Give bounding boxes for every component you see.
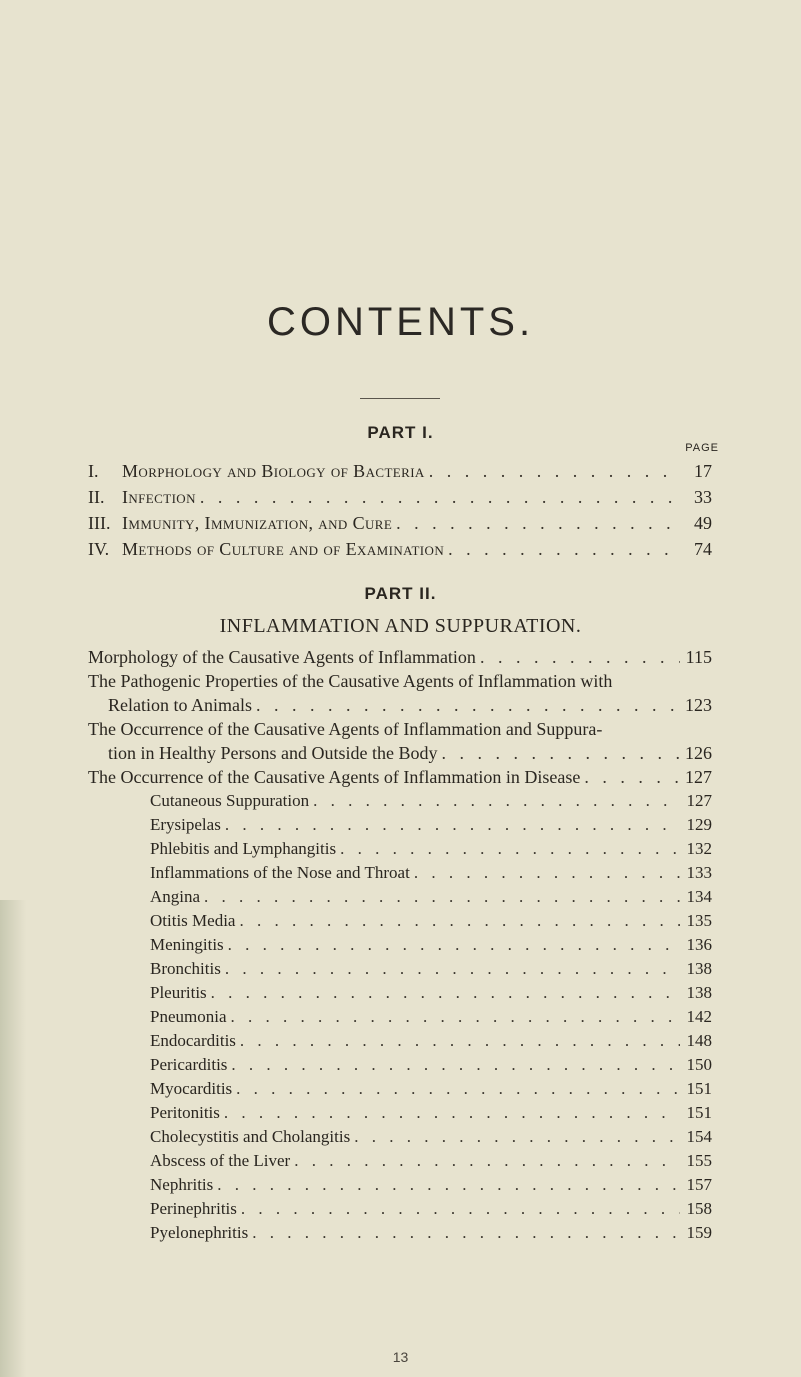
sub-entry-title: Abscess of the Liver bbox=[150, 1151, 291, 1170]
sub-entry-title: Cholecystitis and Cholangitis bbox=[150, 1127, 351, 1146]
dot-leader bbox=[480, 645, 680, 669]
page-number: 133 bbox=[686, 863, 712, 882]
sub-entry-title: Phlebitis and Lymphangitis bbox=[150, 839, 337, 858]
toc-sub-entry bbox=[88, 813, 712, 837]
page-number: 134 bbox=[686, 887, 712, 906]
dot-leader bbox=[228, 933, 680, 957]
sub-entry-title: Myocarditis bbox=[150, 1079, 233, 1098]
toc-sub-entry bbox=[88, 957, 712, 981]
page-number: 126 bbox=[685, 743, 712, 763]
toc-entry-line bbox=[88, 669, 712, 693]
page-number: 151 bbox=[686, 1079, 712, 1098]
dot-leader bbox=[241, 1197, 680, 1221]
page-column-label: PAGE bbox=[685, 442, 719, 454]
toc-sub-entry bbox=[88, 1173, 712, 1197]
toc-entry bbox=[88, 536, 712, 562]
toc-sub-entry bbox=[88, 1053, 712, 1077]
entry-title-continuation: Relation to Animals bbox=[108, 695, 252, 715]
toc-entry bbox=[88, 484, 712, 510]
toc-sub-entry bbox=[88, 1125, 712, 1149]
dot-leader bbox=[294, 1149, 680, 1173]
dot-leader bbox=[414, 861, 680, 885]
page-number: 155 bbox=[686, 1151, 712, 1170]
sub-entry-title: Pleuritis bbox=[150, 983, 207, 1002]
dot-leader bbox=[231, 1005, 681, 1029]
part-one-contents bbox=[88, 458, 712, 562]
page-number: 138 bbox=[686, 959, 712, 978]
toc-sub-entry bbox=[88, 1029, 712, 1053]
toc-sub-entry bbox=[88, 1077, 712, 1101]
part-one-heading: PART I. bbox=[367, 423, 434, 442]
chapter-number: III. bbox=[88, 513, 111, 533]
page-number: 157 bbox=[686, 1175, 712, 1194]
dot-leader bbox=[313, 789, 680, 813]
toc-entry bbox=[88, 765, 712, 789]
page-number: 74 bbox=[694, 539, 712, 559]
toc-entry-continuation bbox=[88, 693, 712, 717]
toc-sub-entry bbox=[88, 1221, 712, 1245]
dot-leader bbox=[217, 1173, 680, 1197]
dot-leader bbox=[204, 885, 680, 909]
sub-entry-title: Inflammations of the Nose and Throat bbox=[150, 863, 410, 882]
page-number: 142 bbox=[686, 1007, 712, 1026]
sub-entry-title: Endocarditis bbox=[150, 1031, 236, 1050]
page-number: 49 bbox=[694, 513, 712, 533]
dot-leader bbox=[441, 741, 679, 765]
dot-leader bbox=[256, 693, 679, 717]
section-heading: INFLAMMATION AND SUPPURATION. bbox=[219, 615, 582, 637]
part-two-heading: PART II. bbox=[364, 584, 437, 603]
dot-leader bbox=[239, 909, 680, 933]
entry-title-continuation: tion in Healthy Persons and Outside the Body bbox=[108, 743, 438, 763]
page-number: 135 bbox=[686, 911, 712, 930]
sub-entry-title: Pyelonephritis bbox=[150, 1223, 249, 1242]
sub-entry-title: Nephritis bbox=[150, 1175, 214, 1194]
page-number: 127 bbox=[686, 791, 712, 810]
entry-title: Morphology of the Causative Agents of Inflammation bbox=[88, 647, 476, 667]
sub-entry-title: Otitis Media bbox=[150, 911, 236, 930]
title-rule bbox=[360, 398, 440, 399]
page-number: 136 bbox=[686, 935, 712, 954]
sub-entry-title: Bronchitis bbox=[150, 959, 221, 978]
entry-title: The Pathogenic Properties of the Causative Agents of Inflammation with bbox=[88, 671, 613, 691]
dot-leader bbox=[225, 813, 680, 837]
page-number: 123 bbox=[685, 695, 712, 715]
sub-entry-title: Erysipelas bbox=[150, 815, 221, 834]
page-number: 148 bbox=[686, 1031, 712, 1050]
toc-entry bbox=[88, 510, 712, 536]
entry-title: The Occurrence of the Causative Agents of Inflammation and Suppura- bbox=[88, 719, 603, 739]
page-number: 138 bbox=[686, 983, 712, 1002]
sub-entry-title: Perinephritis bbox=[150, 1199, 237, 1218]
dot-leader bbox=[236, 1077, 680, 1101]
dot-leader bbox=[240, 1029, 680, 1053]
toc-sub-entry bbox=[88, 861, 712, 885]
sub-entry-title: Angina bbox=[150, 887, 201, 906]
dot-leader bbox=[252, 1221, 680, 1245]
toc-sub-entry bbox=[88, 885, 712, 909]
chapter-title: Methods of Culture and of Examination bbox=[122, 539, 445, 559]
toc-sub-entry bbox=[88, 1197, 712, 1221]
dot-leader bbox=[231, 1053, 680, 1077]
toc-sub-entry bbox=[88, 909, 712, 933]
page-number: 127 bbox=[685, 767, 712, 787]
dot-leader bbox=[448, 536, 680, 562]
toc-sub-entry bbox=[88, 789, 712, 813]
page-number: 159 bbox=[686, 1223, 712, 1242]
toc-sub-entry bbox=[88, 1005, 712, 1029]
part-two-contents bbox=[88, 645, 712, 1245]
sub-entry-title: Meningitis bbox=[150, 935, 224, 954]
page-folio: 13 bbox=[392, 1349, 409, 1365]
toc-sub-entry bbox=[88, 933, 712, 957]
sub-entry-title: Pneumonia bbox=[150, 1007, 227, 1026]
dot-leader bbox=[225, 957, 680, 981]
sub-entry-title: Cutaneous Suppuration bbox=[150, 791, 310, 810]
dot-leader bbox=[354, 1125, 680, 1149]
chapter-number: II. bbox=[88, 487, 105, 507]
toc-entry-continuation bbox=[88, 741, 712, 765]
chapter-number: IV. bbox=[88, 539, 110, 559]
page-number: 150 bbox=[686, 1055, 712, 1074]
page-number: 129 bbox=[686, 815, 712, 834]
toc-sub-entry bbox=[88, 837, 712, 861]
page-number: 115 bbox=[685, 647, 712, 667]
page-edge-shading bbox=[0, 900, 26, 1377]
page-number: 154 bbox=[686, 1127, 712, 1146]
dot-leader bbox=[584, 765, 679, 789]
dot-leader bbox=[396, 510, 680, 536]
chapter-title: Infection bbox=[122, 487, 196, 507]
dot-leader bbox=[224, 1101, 680, 1125]
toc-sub-entry bbox=[88, 1101, 712, 1125]
sub-entry-title: Peritonitis bbox=[150, 1103, 220, 1122]
toc-entry bbox=[88, 458, 712, 484]
chapter-title: Morphology and Biology of Bacteria bbox=[122, 461, 425, 481]
chapter-title: Immunity, Immunization, and Cure bbox=[122, 513, 393, 533]
dot-leader bbox=[211, 981, 680, 1005]
page-number: 151 bbox=[686, 1103, 712, 1122]
toc-sub-entry bbox=[88, 1149, 712, 1173]
dot-leader bbox=[200, 484, 680, 510]
page-number: 132 bbox=[686, 839, 712, 858]
page-number: 158 bbox=[686, 1199, 712, 1218]
page-number: 33 bbox=[694, 487, 712, 507]
page-title: CONTENTS. bbox=[266, 300, 535, 344]
toc-entry-line bbox=[88, 717, 712, 741]
entry-title: The Occurrence of the Causative Agents of Inflammation in Disease bbox=[88, 767, 581, 787]
toc-entry bbox=[88, 645, 712, 669]
dot-leader bbox=[340, 837, 680, 861]
page-number: 17 bbox=[694, 461, 712, 481]
chapter-number: I. bbox=[88, 461, 99, 481]
dot-leader bbox=[429, 458, 680, 484]
sub-entry-title: Pericarditis bbox=[150, 1055, 228, 1074]
toc-sub-entry bbox=[88, 981, 712, 1005]
